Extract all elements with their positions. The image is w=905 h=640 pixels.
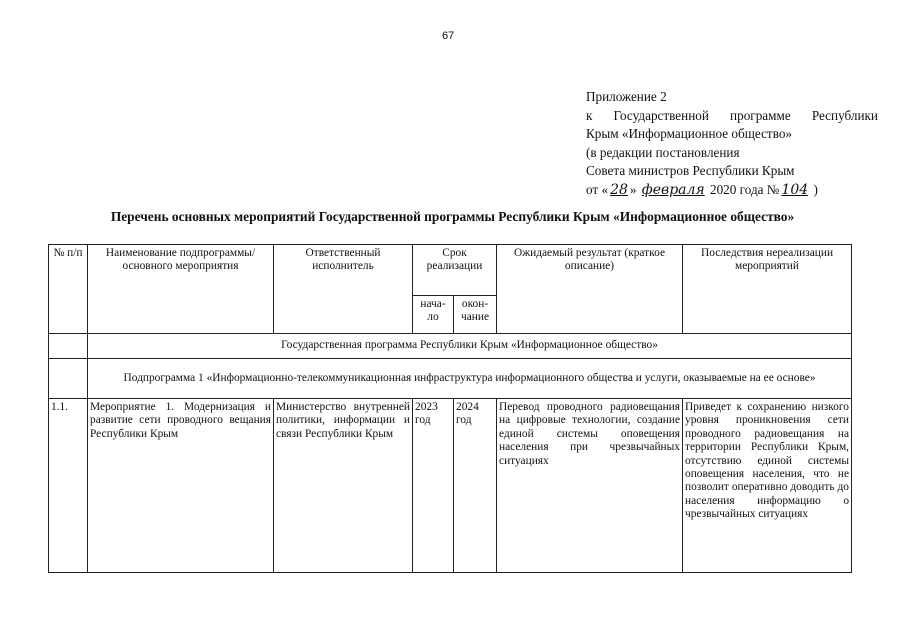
subprogram-row xyxy=(49,359,852,399)
appendix-line-1: Приложение 2 xyxy=(586,89,667,104)
program-row-title: Государственная программа Республики Крым «Информационное общество» xyxy=(88,334,852,359)
appendix-line-3: Крым «Информационное общество» xyxy=(586,126,793,141)
row-consequence: Приведет к сохранению низкого уровня проникновения сети проводного радиовещания на территории Республики Крым, отсутствию единой системы оповещения населения, что не позволит оперативно доводить до населения информацию о чрезвычайных ситуациях xyxy=(683,399,852,573)
header-result: Ожидаемый результат (краткое описание) xyxy=(497,245,683,334)
subprogram-row-title: Подпрограмма 1 «Информационно-телекоммуникационная инфраструктура информационного общества и услуги, оказываемые на ее основе» xyxy=(88,359,852,399)
activities-table xyxy=(48,244,852,573)
date-year: 2020 года № xyxy=(709,181,780,197)
date-day: 28 xyxy=(610,181,628,198)
row-end: 2024 год xyxy=(454,399,497,573)
page-number: 67 xyxy=(442,30,455,42)
appendix-word: программе xyxy=(730,107,791,123)
date-month: февраля xyxy=(641,181,705,198)
appendix-word: к xyxy=(586,107,593,123)
header-start: нача-ло xyxy=(413,296,454,334)
document-title: Перечень основных мероприятий Государственной программы Республики Крым «Информационное общество» xyxy=(110,209,795,224)
row-num: 1.1. xyxy=(49,399,88,573)
appendix-date-line xyxy=(586,181,878,200)
header-executor: Ответственный исполнитель xyxy=(274,245,413,334)
appendix-line-4: (в редакции постановления xyxy=(586,144,740,160)
date-suffix: ) xyxy=(813,181,818,197)
date-sep: » xyxy=(629,181,637,197)
appendix-line-2 xyxy=(586,107,878,126)
row-result: Перевод проводного радиовещания на цифровые технологии, создание единой системы оповещения населения при чрезвычайных ситуациях xyxy=(497,399,683,573)
table-row xyxy=(49,399,852,573)
appendix-word: Государственной xyxy=(613,107,709,123)
appendix-word: Республики xyxy=(811,107,878,123)
appendix-line-5: Совета министров Республики Крым xyxy=(586,163,795,178)
row-executor: Министерство внутренней политики, информации и связи Республики Крым xyxy=(274,399,413,573)
subprogram-row-num xyxy=(49,359,88,399)
header-name: Наименование подпрограммы/основного мероприятия xyxy=(88,245,274,334)
header-num: № п/п xyxy=(49,245,88,334)
appendix-header xyxy=(586,88,878,199)
date-prefix: от « xyxy=(586,181,609,197)
header-term: Срок реализации xyxy=(413,245,497,296)
program-row-num xyxy=(49,334,88,359)
table-header-row xyxy=(49,245,852,296)
header-consequence: Последствия нереализации мероприятий xyxy=(683,245,852,334)
row-start: 2023 год xyxy=(413,399,454,573)
date-number: 104 xyxy=(781,181,809,198)
header-end: окон-чание xyxy=(454,296,497,334)
program-row xyxy=(49,334,852,359)
row-name: Мероприятие 1. Модернизация и развитие сети проводного вещания Республики Крым xyxy=(88,399,274,573)
